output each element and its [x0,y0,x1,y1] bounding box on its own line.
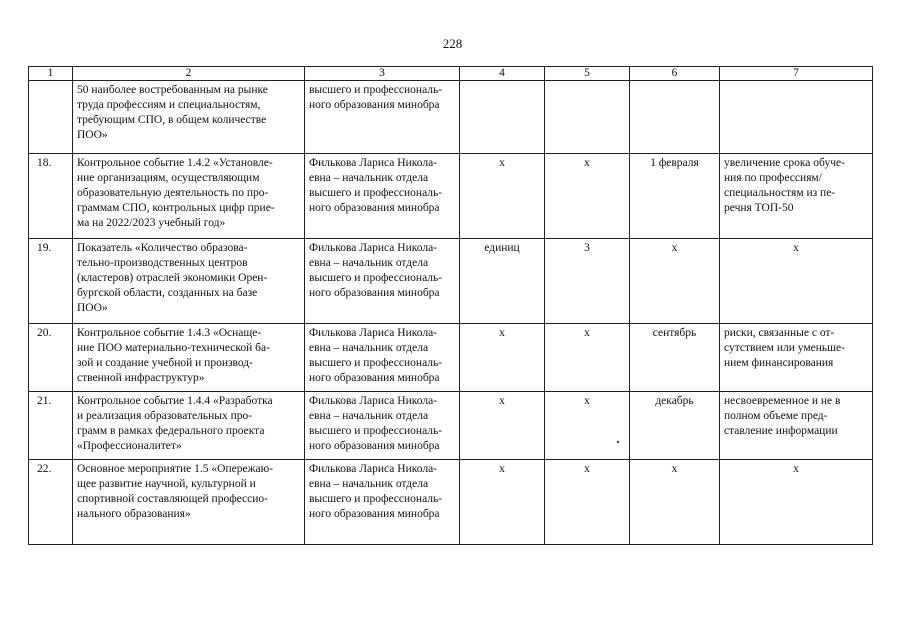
risk-cell [720,81,873,154]
deadline-cell [630,81,720,154]
row-number: 19. [29,239,73,324]
header-cell: 2 [73,67,305,81]
row-number [29,81,73,154]
deadline-cell: 1 февраля [630,154,720,239]
table-row [29,324,873,392]
value-cell: x [545,460,630,545]
row-number: 21. [29,392,73,460]
header-row [29,67,873,81]
header-cell: 7 [720,67,873,81]
measure-name: Контрольное событие 1.4.4 «Разработка и реализация образовательных про- грамм в рамках федерального проекта «Профессионалитет» [73,392,305,460]
unit-cell: x [460,324,545,392]
measure-name: Показатель «Количество образова- тельно-производственных центров (кластеров) отраслей экономики Орен- бургской области, созданных на базе ПОО» [73,239,305,324]
unit-cell: x [460,392,545,460]
deadline-cell: x [630,460,720,545]
table-row [29,239,873,324]
unit-cell: x [460,154,545,239]
table-row [29,460,873,545]
page-number: 228 [442,36,463,51]
risk-cell: риски, связанные с от- сутствием или уменьше- нием финансирования [720,324,873,392]
header-cell: 6 [630,67,720,81]
header-cell: 4 [460,67,545,81]
measure-name: 50 наиболее востребованным на рынке труда профессиям и специальностям, требующим СПО, в общем количестве ПОО» [73,81,305,154]
responsible: Филькова Лариса Никола- евна – начальник отдела высшего и профессиональ- ного образования минобра [305,460,460,545]
responsible: высшего и профессиональ- ного образования минобра [305,81,460,154]
deadline-cell: декабрь [630,392,720,460]
row-number: 18. [29,154,73,239]
measure-name: Контрольное событие 1.4.2 «Установле- ние организациям, осуществляющим образовательную деятельность по про- граммам СПО, контрольных цифр прие- ма на 2022/2023 учебный год» [73,154,305,239]
responsible: Филькова Лариса Никола- евна – начальник отдела высшего и профессиональ- ного образования минобра [305,239,460,324]
table-row [29,81,873,154]
row-number: 20. [29,324,73,392]
row-number: 22. [29,460,73,545]
measure-name: Основное мероприятие 1.5 «Опережаю- щее развитие научной, культурной и спортивной составляющей профессио- нального образования» [73,460,305,545]
risk-cell: x [720,239,873,324]
risk-cell: увеличение срока обуче- ния по профессиям/ специальностям из пе- речня ТОП-50 [720,154,873,239]
header-cell: 5 [545,67,630,81]
value-cell: x [545,324,630,392]
measure-name: Контрольное событие 1.4.3 «Оснаще- ние ПОО материально-технической ба- зой и создание учебной и производ- ственной инфраструктур» [73,324,305,392]
deadline-cell: x [630,239,720,324]
risk-cell: x [720,460,873,545]
value-cell: x [545,392,630,460]
measures-table [28,66,873,545]
header-cell: 1 [29,67,73,81]
deadline-cell: сентябрь [630,324,720,392]
unit-cell: единиц [460,239,545,324]
unit-cell: x [460,460,545,545]
table-row [29,392,873,460]
responsible: Филькова Лариса Никола- евна – начальник отдела высшего и профессиональ- ного образования минобра [305,392,460,460]
value-cell: 3 [545,239,630,324]
header-cell: 3 [305,67,460,81]
value-cell: x [545,154,630,239]
risk-cell: несвоевременное и не в полном объеме пред- ставление информации [720,392,873,460]
scan-speck [617,441,619,443]
responsible: Филькова Лариса Никола- евна – начальник отдела высшего и профессиональ- ного образования минобра [305,324,460,392]
unit-cell [460,81,545,154]
value-cell [545,81,630,154]
responsible: Филькова Лариса Никола- евна – начальник отдела высшего и профессиональ- ного образования минобра [305,154,460,239]
table-row [29,154,873,239]
